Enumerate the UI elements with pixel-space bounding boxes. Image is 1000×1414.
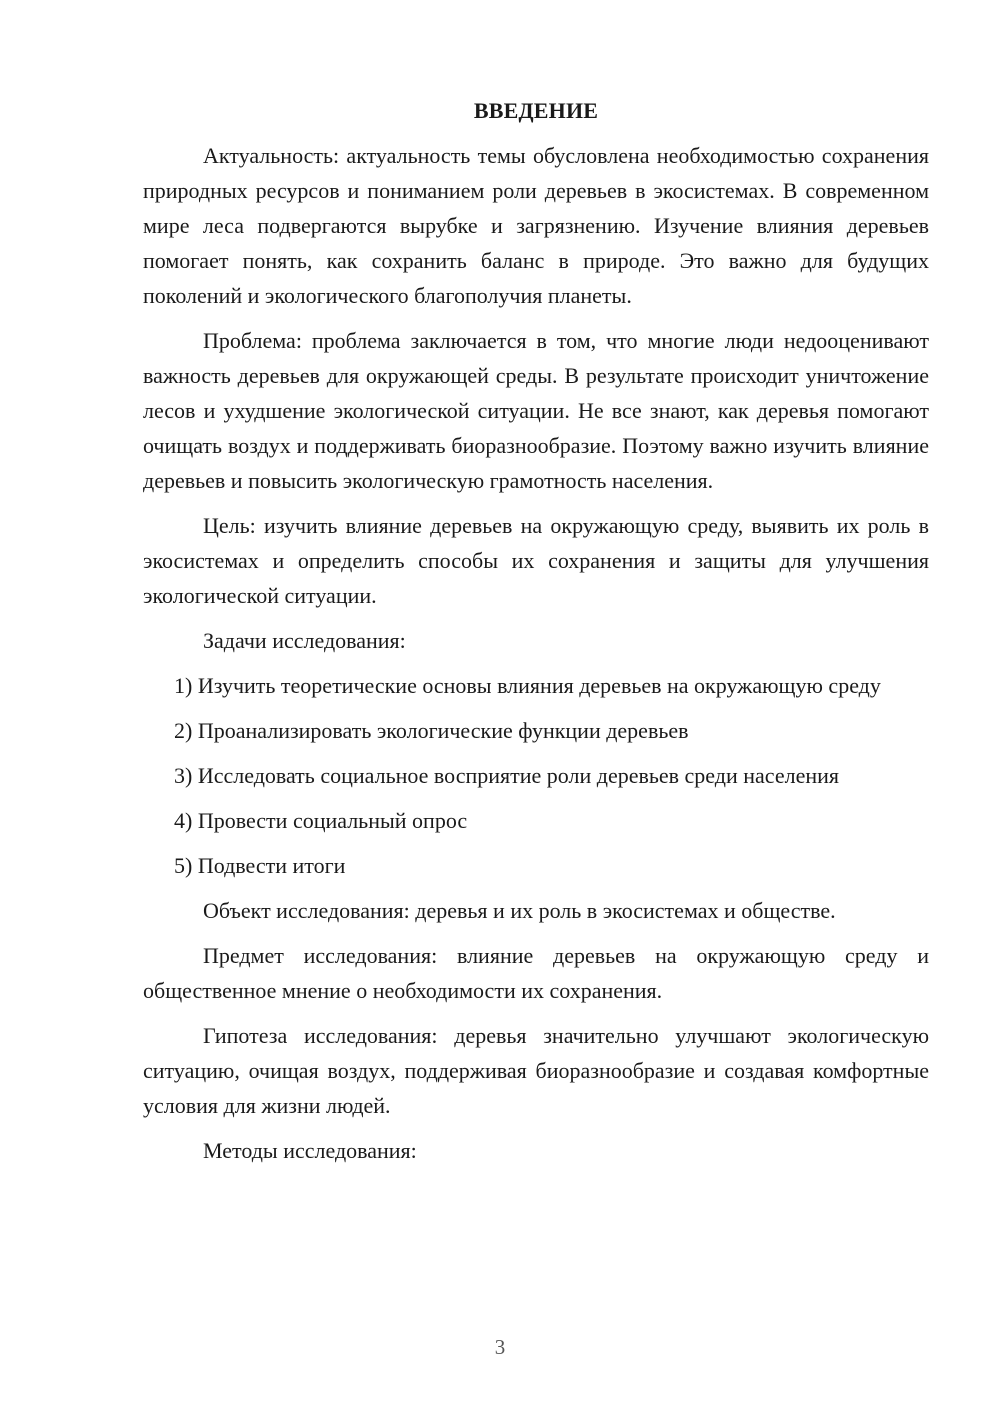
task-item: 5) Подвести итоги xyxy=(174,853,346,878)
page-number: 3 xyxy=(494,1335,506,1359)
problem-paragraph: Проблема: проблема заключается в том, что многие люди недооценивают важность деревьев для окружающей среды. В результате происходит уничтожение лесов и ухудшение экологической ситуации. Не все знают, как деревья помогают очищать воздух и поддерживать биоразнообразие. Поэтому важно изучить влияние деревьев и повысить экологическую грамотность населения. xyxy=(143,328,929,493)
task-item: 3) Исследовать социальное восприятие роли деревьев среди населения xyxy=(174,763,839,788)
hypothesis-paragraph: Гипотеза исследования: деревья значительно улучшают экологическую ситуацию, очищая воздух, поддерживая биоразнообразие и создавая комфортные условия для жизни людей. xyxy=(143,1023,929,1118)
task-item: 4) Провести социальный опрос xyxy=(174,808,468,833)
goal-paragraph: Цель: изучить влияние деревьев на окружающую среду, выявить их роль в экосистемах и определить способы их сохранения и защиты для улучшения экологической ситуации. xyxy=(143,513,929,608)
relevance-paragraph: Актуальность: актуальность темы обусловлена необходимостью сохранения природных ресурсов и пониманием роли деревьев в экосистемах. В современном мире леса подвергаются вырубке и загрязнению. Изучение влияния деревьев помогает понять, как сохранить баланс в природе. Это важно для будущих поколений и экологического благополучия планеты. xyxy=(143,143,929,308)
methods-heading: Методы исследования: xyxy=(203,1138,417,1163)
subject-paragraph: Предмет исследования: влияние деревьев на окружающую среду и общественное мнение о необходимости их сохранения. xyxy=(143,943,929,1003)
task-item: 2) Проанализировать экологические функции деревьев xyxy=(174,718,689,743)
page-title: ВВЕДЕНИЕ xyxy=(473,98,599,123)
tasks-heading: Задачи исследования: xyxy=(203,628,406,653)
object-paragraph: Объект исследования: деревья и их роль в экосистемах и обществе. xyxy=(203,898,836,923)
task-item: 1) Изучить теоретические основы влияния деревьев на окружающую среду xyxy=(174,673,881,698)
document-page xyxy=(143,96,929,1178)
